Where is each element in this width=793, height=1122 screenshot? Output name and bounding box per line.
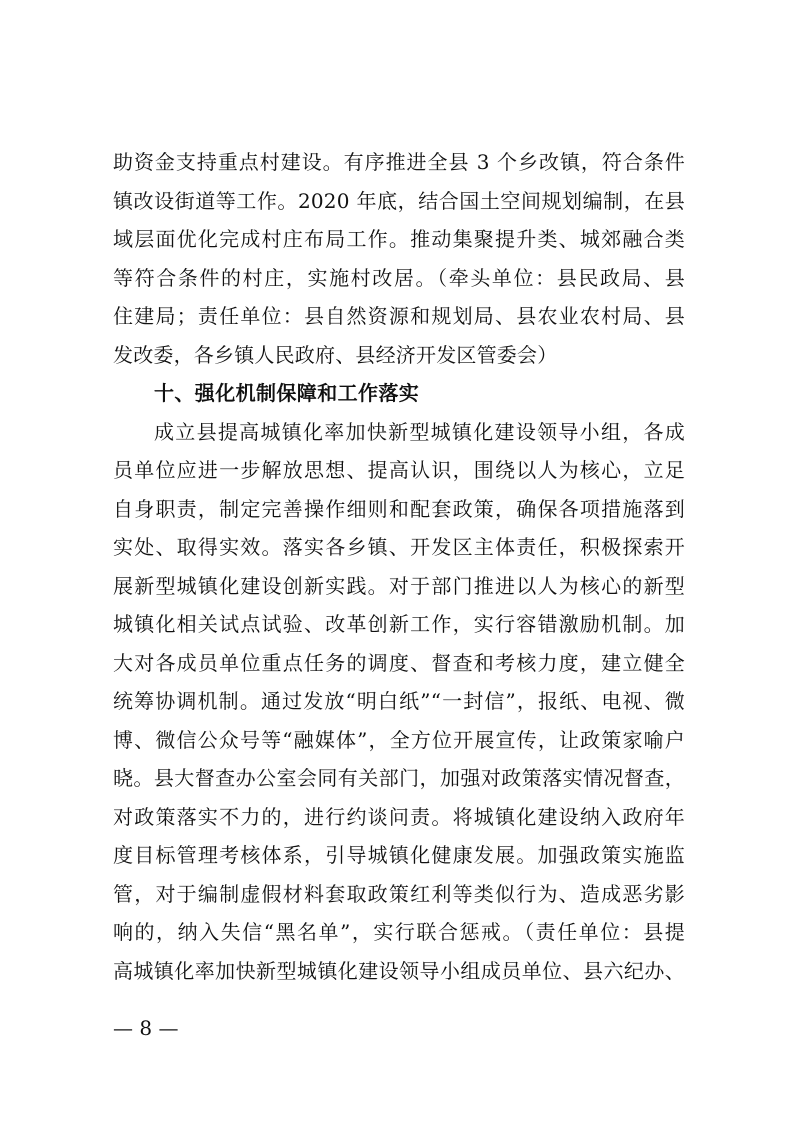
page-number: — 8 — [113, 1016, 179, 1040]
text-line: 域层面优化完成村庄布局工作。推动集聚提升类、城郊融合类 [113, 227, 685, 251]
document-body [113, 143, 685, 990]
text-line: 镇改设街道等工作。2020 年底，结合国土空间规划编制，在县 [113, 188, 685, 213]
text-line: 对政策落实不力的，进行约谈问责。将城镇化建设纳入政府年 [113, 804, 685, 829]
text-line: 等符合条件的村庄，实施村改居。（牵头单位：县民政局、县 [113, 265, 685, 290]
text-line: 员单位应进一步解放思想、提高认识，围绕以人为核心，立足 [113, 458, 685, 482]
text-line: 展新型城镇化建设创新实践。对于部门推进以人为核心的新型 [113, 573, 685, 598]
text-line: 自身职责，制定完善操作细则和配套政策，确保各项措施落到 [113, 496, 685, 521]
text-line: 大对各成员单位重点任务的调度、督查和考核力度，建立健全 [113, 650, 685, 675]
text-line: 实处、取得实效。落实各乡镇、开发区主体责任，积极探索开 [113, 535, 685, 559]
paragraph-2 [113, 413, 685, 991]
text-line: 博、微信公众号等“融媒体”，全方位开展宣传，让政策家喻户 [113, 727, 685, 752]
text-line: 管，对于编制虚假材料套取政策红利等类似行为、造成恶劣影 [113, 881, 685, 906]
text-line: 城镇化相关试点试验、改革创新工作，实行容错激励机制。加 [113, 612, 685, 636]
section-heading: 十、强化机制保障和工作落实 [154, 381, 420, 405]
text-line: 响的，纳入失信“黑名单”，实行联合惩戒。（责任单位：县提 [113, 920, 685, 944]
text-line: 成立县提高城镇化率加快新型城镇化建设领导小组，各成 [154, 419, 685, 444]
text-line: 度目标管理考核体系，引导城镇化健康发展。加强政策实施监 [113, 843, 685, 867]
text-line: 统筹协调机制。通过发放“明白纸”“一封信”，报纸、电视、微 [113, 689, 685, 713]
text-line: 高城镇化率加快新型城镇化建设领导小组成员单位、县六纪办、 [113, 958, 685, 983]
text-line: 住建局；责任单位：县自然资源和规划局、县农业农村局、县 [113, 304, 685, 328]
text-line: 助资金支持重点村建设。有序推进全县 3 个乡改镇，符合条件 [113, 150, 685, 174]
text-line: 晓。县大督查办公室会同有关部门，加强对政策落实情况督查， [113, 766, 685, 790]
text-line: 发改委，各乡镇人民政府、县经济开发区管委会） [113, 342, 558, 367]
paragraph-1 [113, 143, 685, 374]
